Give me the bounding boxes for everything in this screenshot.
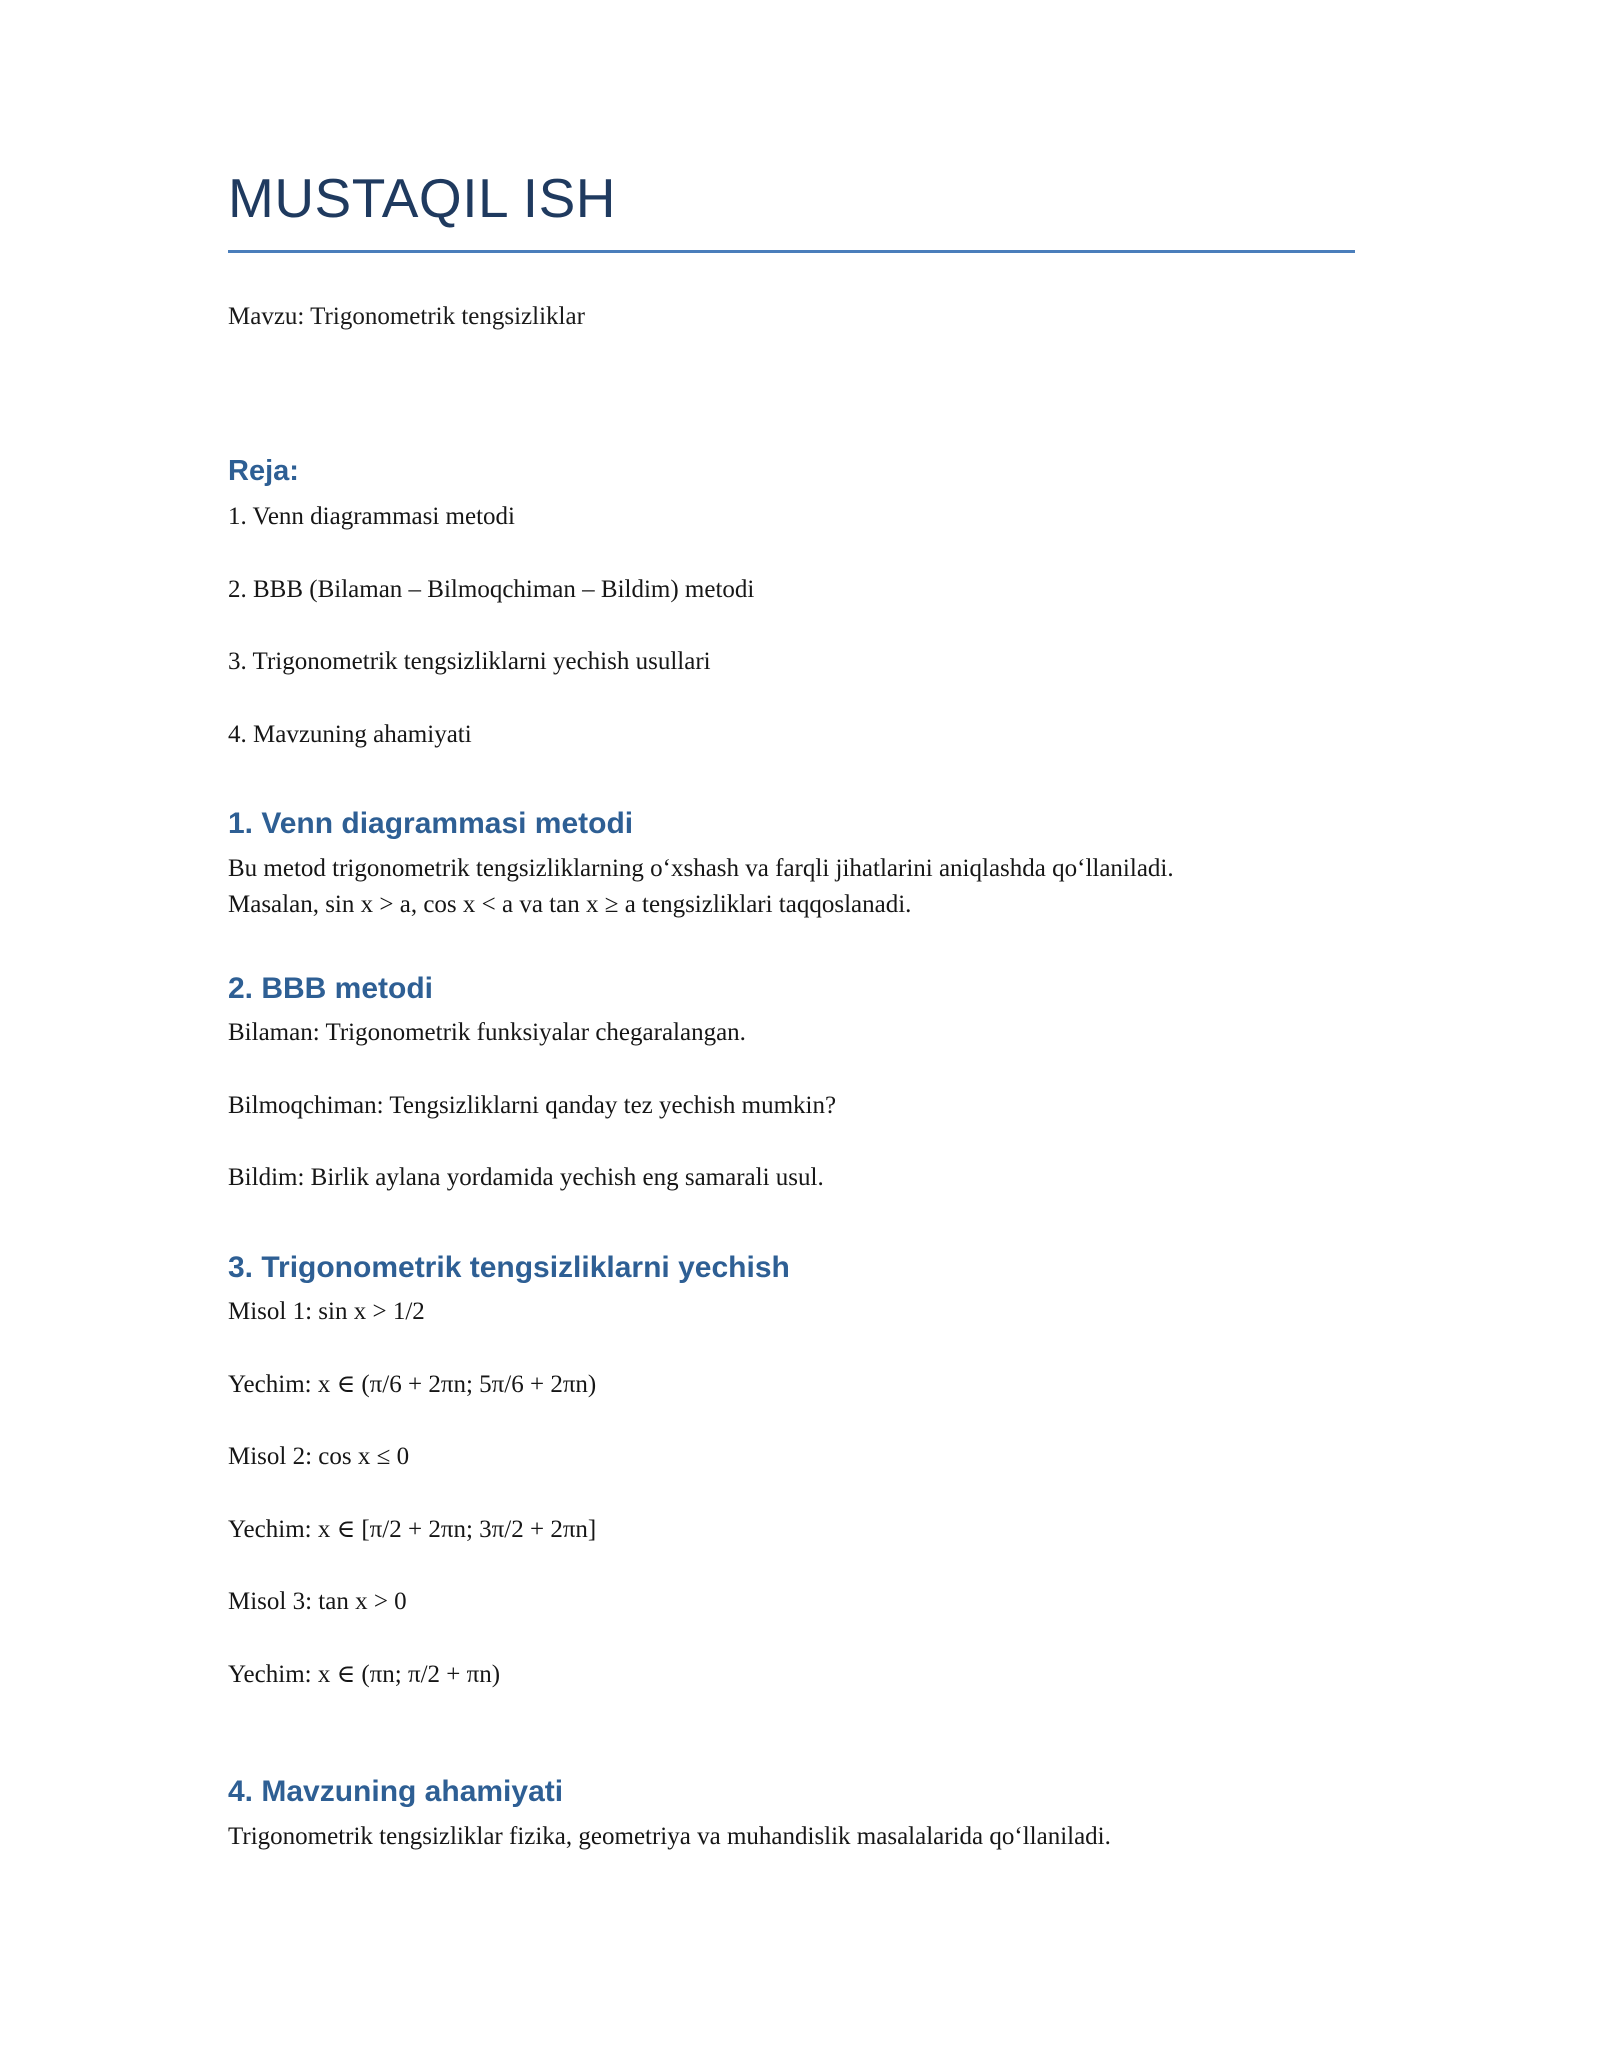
spacer xyxy=(228,1058,1355,1088)
spacer xyxy=(228,759,1355,805)
section-3-line-2: Yechim: x ∈ (π/6 + 2πn; 5π/6 + 2πn) xyxy=(228,1370,597,1398)
spacer xyxy=(228,687,1355,717)
section-importance xyxy=(228,1773,1355,1855)
plan-block xyxy=(228,453,1355,753)
section-3-line-3: Misol 2: cos x ≤ 0 xyxy=(228,1443,410,1471)
title-divider xyxy=(228,250,1355,253)
plan-item-1: 1. Venn diagrammasi metodi xyxy=(228,503,515,531)
section-2-line-1: Bilaman: Trigonometrik funksiyalar chegaralangan. xyxy=(228,1019,746,1047)
section-1-line-2: Masalan, sin x > a, cos x < a va tan x ≥ a tengsizliklari taqqoslanadi. xyxy=(228,891,912,919)
section-1-line-1: Bu metod trigonometrik tengsizliklarning oʻxshash va farqli jihatlarini aniqlashda qoʻllaniladi. xyxy=(228,854,1174,882)
section-heading-2: 2. BBB metodi xyxy=(228,971,434,1005)
section-3-line-4: Yechim: x ∈ [π/2 + 2πn; 3π/2 + 2πn] xyxy=(228,1515,597,1543)
section-3-line-5: Misol 3: tan x > 0 xyxy=(228,1588,407,1616)
spacer xyxy=(228,1627,1355,1657)
spacer xyxy=(228,1482,1355,1512)
section-4-line-1: Trigonometrik tengsizliklar fizika, geometriya va muhandislik masalalarida qoʻllaniladi. xyxy=(228,1822,1111,1850)
section-venn xyxy=(228,805,1355,924)
section-2-line-3: Bildim: Birlik aylana yordamida yechish eng samarali usul. xyxy=(228,1164,824,1192)
spacer xyxy=(228,924,1355,970)
spacer xyxy=(228,1337,1355,1367)
section-3-line-6: Yechim: x ∈ (πn; π/2 + πn) xyxy=(228,1660,501,1688)
section-3-line-1: Misol 1: sin x > 1/2 xyxy=(228,1298,425,1326)
spacer xyxy=(228,542,1355,572)
spacer xyxy=(228,1554,1355,1584)
spacer xyxy=(228,1409,1355,1439)
spacer xyxy=(228,1699,1355,1773)
spacer xyxy=(228,379,1355,453)
spacer xyxy=(228,1130,1355,1160)
plan-item-3: 3. Trigonometrik tengsizliklarni yechish usullari xyxy=(228,648,711,676)
section-heading-3: 3. Trigonometrik tengsizliklarni yechish xyxy=(228,1250,790,1284)
section-heading-1: 1. Venn diagrammasi metodi xyxy=(228,807,634,841)
section-solving xyxy=(228,1249,1355,1694)
section-heading-4: 4. Mavzuning ahamiyati xyxy=(228,1775,564,1809)
spacer xyxy=(228,614,1355,644)
section-2-line-2: Bilmoqchiman: Tengsizliklarni qanday tez yechish mumkin? xyxy=(228,1091,837,1119)
section-bbb xyxy=(228,970,1355,1197)
page-title: MUSTAQIL ISH xyxy=(228,167,616,229)
plan-heading: Reja: xyxy=(228,455,299,487)
spacer xyxy=(228,1203,1355,1249)
plan-item-2: 2. BBB (Bilaman – Bilmoqchiman – Bildim) metodi xyxy=(228,575,755,603)
document-subtitle: Mavzu: Trigonometrik tengsizliklar xyxy=(228,302,585,330)
plan-item-4: 4. Mavzuning ahamiyati xyxy=(228,720,472,748)
